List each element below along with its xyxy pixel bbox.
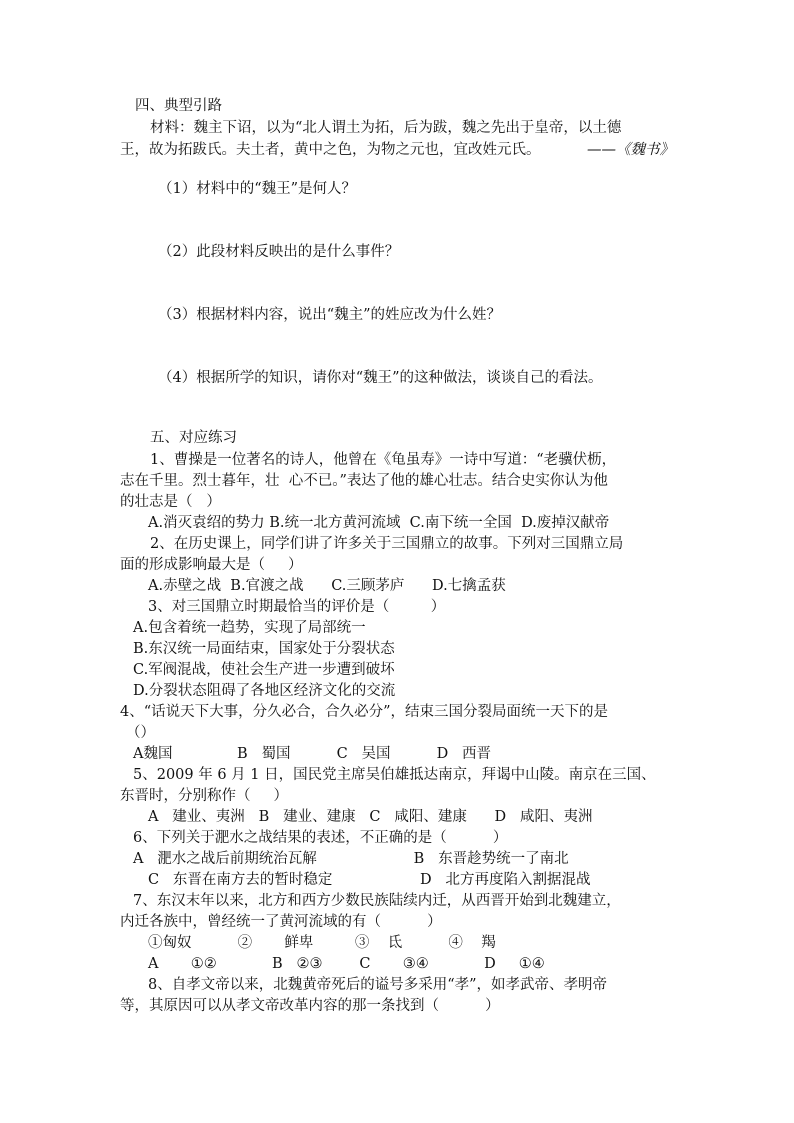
exercise-2-line-2: 面的形成影响最大是（ ） <box>120 557 303 573</box>
exercise-8-line-2: 等，其原因可以从孝文帝改革内容的那一条找到（ ） <box>120 998 500 1014</box>
exercise-7-line-2: 内迁各族中，曾经统一了黄河流域的有（ ） <box>120 914 442 930</box>
exercise-7-line-1: 7、东汉末年以来，北方和西方少数民族陆续内迁，从西晋开始到北魏建立， <box>133 893 621 909</box>
exercise-5-line-1: 5、2009 年 6 月 1 日，国民党主席吴伯雄抵达南京，拜谒中山陵。南京在三国、 <box>133 767 656 783</box>
exercise-3-option-c: C.军阀混战，使社会生产进一步遭到破坏 <box>133 662 395 678</box>
material-source: ——《魏书》 <box>587 142 674 158</box>
material-line-1: 材料：魏主下诏，以为“北人谓土为拓，后为跋，魏之先出于皇帝，以土德 <box>150 120 622 136</box>
exercise-4-line-1: 4、“话说天下大事，分久必合，合久必分”，结束三国分裂局面统一天下的是 <box>120 704 609 720</box>
exercise-4-options: A魏国 B 蜀国 C 吴国 D 西晋 <box>133 746 492 762</box>
section4-title: 四、典型引路 <box>135 98 222 114</box>
section5-title: 五、对应练习 <box>150 430 237 446</box>
exercise-4-line-2: （） <box>126 725 155 741</box>
exercise-3-option-a: A.包含着统一趋势，实现了局部统一 <box>133 620 366 636</box>
exercise-7-items: ①匈奴 ② 鲜卑 ③ 氐 ④ 羯 <box>148 935 496 951</box>
question-4: （4）根据所学的知识，请你对“魏王”的这种做法，谈谈自己的看法。 <box>158 370 603 386</box>
exercise-1-line-3: 的壮志是（ ） <box>120 494 221 510</box>
exercise-7-options: A ①② B ②③ C ③④ D ①④ <box>148 956 545 972</box>
exercise-1-line-2: 志在千里。烈士暮年，壮 心不已。”表达了他的雄心壮志。结合史实你认为他 <box>120 473 608 489</box>
exercise-2-options: A.赤壁之战 B.官渡之战 C.三顾茅庐 D.七擒孟获 <box>148 578 506 594</box>
exercise-2-line-1: 2、在历史课上，同学们讲了许多关于三国鼎立的故事。下列对三国鼎立局 <box>150 536 624 552</box>
exercise-6-line-1: 6、下列关于淝水之战结果的表述，不正确的是（ ） <box>133 830 508 846</box>
exercise-1-line-1: 1、曹操是一位著名的诗人，他曾在《龟虽寿》一诗中写道：“老骥伏枥， <box>150 452 617 468</box>
exercise-1-options: A.消灭袁绍的势力 B.统一北方黄河流域 C.南下统一全国 D.废掉汉献帝 <box>148 515 610 531</box>
material-line-2: 王，故为拓跋氏。夫土者，黄中之色，为物之元也，宜改姓元氏。 <box>120 142 541 158</box>
exercise-3-option-b: B.东汉统一局面结束，国家处于分裂状态 <box>133 641 395 657</box>
exercise-6-options-ab: A 淝水之战后前期统治瓦解 B 东晋趁势统一了南北 <box>133 851 569 867</box>
question-3: （3）根据材料内容，说出“魏主”的姓应改为什么姓？ <box>158 307 502 323</box>
exercise-6-options-cd: C 东晋在南方去的暂时稳定 D 北方再度陷入割据混战 <box>148 872 591 888</box>
question-1: （1）材料中的“魏王”是何人？ <box>158 181 357 197</box>
exercise-3-line-1: 3、对三国鼎立时期最恰当的评价是（ ） <box>148 599 446 615</box>
exercise-3-option-d: D.分裂状态阻碍了各地区经济文化的交流 <box>133 683 396 699</box>
question-2: （2）此段材料反映出的是什么事件？ <box>158 244 400 260</box>
exercise-5-options: A 建业、夷洲 B 建业、建康 C 咸阳、建康 D 咸阳、夷洲 <box>148 809 593 825</box>
exercise-5-line-2: 东晋时，分别称作（ ） <box>120 788 289 804</box>
exercise-8-line-1: 8、自孝文帝以来，北魏黄帝死后的谥号多采用“孝”，如孝武帝、孝明帝 <box>148 977 608 993</box>
